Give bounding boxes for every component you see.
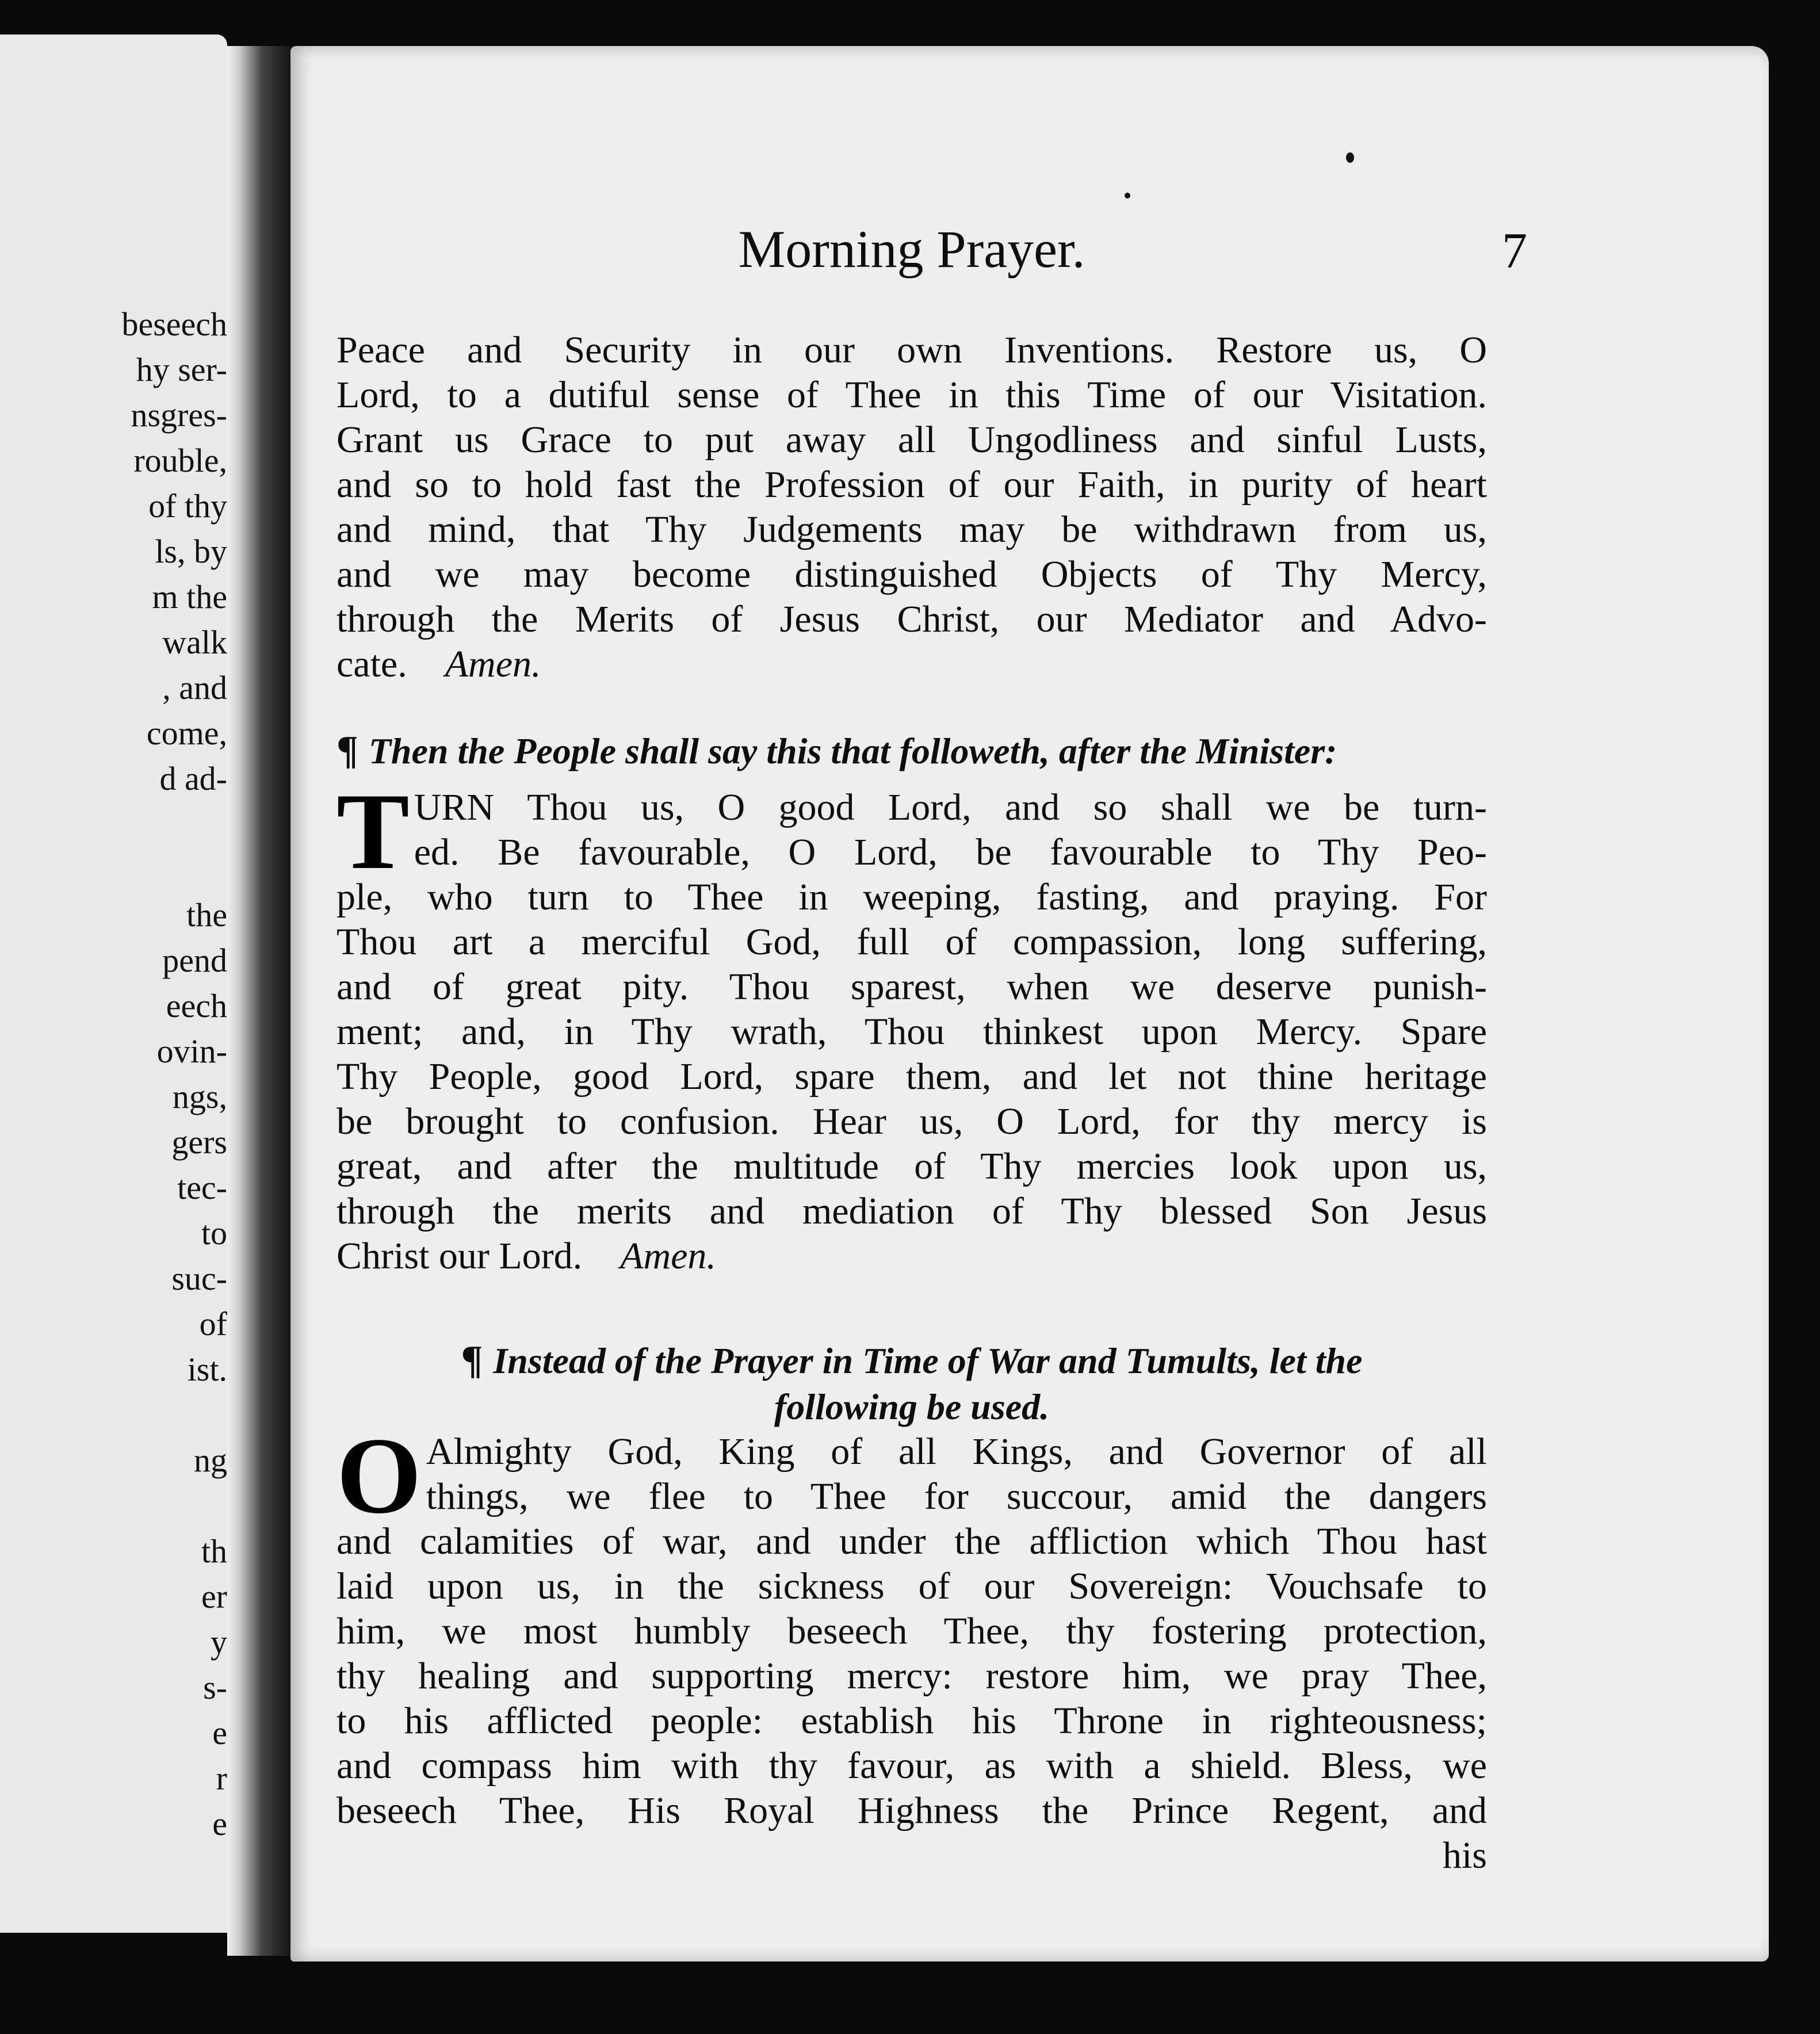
text-line: great, and after the multitude of Thy mercies look upon us, (337, 1145, 1487, 1187)
rubric (337, 728, 1487, 774)
text-line: Thou art a merciful God, full of compassion, long suffering, (337, 921, 1487, 963)
paragraph-o-almighty-god (337, 1416, 1487, 1878)
text-line (337, 1234, 1487, 1279)
rubric-line (337, 728, 1487, 774)
left-page-line: d ad- (159, 760, 227, 797)
left-page-line: er (201, 1578, 227, 1615)
running-head (337, 219, 1527, 288)
text-fragment: cate. (337, 643, 407, 685)
left-page-line: ng (194, 1442, 227, 1479)
pilcrow-icon: ¶ (461, 1338, 483, 1382)
text-line: and calamities of war, and under the affliction which Thou hast (337, 1520, 1487, 1562)
left-page-line: nsgres- (131, 396, 227, 434)
left-page-line: ist. (187, 1351, 227, 1388)
text-line: him, we most humbly beseech Thee, thy fostering protection, (337, 1610, 1487, 1652)
text-line: things, we flee to Thee for succour, amid the dangers (426, 1475, 1487, 1517)
left-page-line: r (216, 1760, 227, 1797)
text-line: ed. Be favourable, O Lord, be favourable to Thy Peo- (414, 831, 1487, 873)
left-page-line: s- (203, 1669, 227, 1706)
text-line: URN Thou us, O good Lord, and so shall we be turn- (414, 786, 1487, 828)
text-line: ment; and, in Thy wrath, Thou thinkest upon Mercy. Spare (337, 1011, 1487, 1053)
left-page-line: of (199, 1305, 227, 1343)
left-page-line: ngs, (172, 1078, 227, 1115)
book-gutter (227, 46, 293, 1956)
left-page-line: rouble, (133, 442, 227, 479)
text-line: Almighty God, King of all Kings, and Governor of all (426, 1431, 1487, 1473)
left-page-line: e (212, 1714, 227, 1752)
left-page-line: suc- (171, 1260, 227, 1297)
rubric-text: Then the People shall say this that followeth, after the Minister: (368, 731, 1337, 771)
left-page-line: gers (171, 1123, 227, 1161)
ink-speck (1125, 193, 1130, 198)
left-page-line: , and (162, 669, 227, 706)
left-page-line (78, 1398, 227, 1444)
rubric-line (337, 1337, 1487, 1384)
text-line: Thy People, good Lord, spare them, and let not thine heritage (337, 1056, 1487, 1098)
left-page-line: th (201, 1532, 227, 1570)
text-fragment: Christ our Lord. (337, 1235, 583, 1277)
text-line (337, 642, 1487, 687)
rubric-line: following be used. (774, 1386, 1050, 1427)
text-line: through the merits and mediation of Thy blessed Son Jesus (337, 1190, 1487, 1232)
text-line: thy healing and supporting mercy: restore him, we pray Thee, (337, 1655, 1487, 1697)
left-page-line: beseech (121, 305, 227, 343)
text-line: and of great pity. Thou sparest, when we deserve punish- (337, 966, 1487, 1008)
left-page-line: e (212, 1805, 227, 1842)
text-line: beseech Thee, His Royal Highness the Prince Regent, and (337, 1790, 1487, 1832)
left-page-line: come, (146, 714, 227, 752)
left-page-line: hy ser- (136, 351, 227, 388)
left-page-line (78, 853, 227, 899)
left-page-line (78, 1489, 227, 1535)
text-line: and compass him with thy favour, as with a shield. Bless, we (337, 1745, 1487, 1787)
drop-cap: O (337, 1416, 422, 1536)
text-line: and we may become distinguished Objects of Thy Mercy, (337, 553, 1487, 595)
ink-speck (1346, 152, 1354, 163)
paragraph-turn-thou-us (337, 771, 1487, 1279)
pilcrow-icon: ¶ (337, 728, 358, 773)
left-page-line: the (186, 896, 227, 934)
left-page-line: walk (162, 624, 227, 661)
rubric-text: Instead of the Prayer in Time of War and Tumults, let the (493, 1340, 1363, 1381)
text-line: to his afflicted people: establish his Throne in righteousness; (337, 1700, 1487, 1742)
text-line: be brought to confusion. Hear us, O Lord, for thy mercy is (337, 1100, 1487, 1142)
left-page-line: eech (166, 987, 227, 1024)
text-line: Grant us Grace to put away all Ungodliness and sinful Lusts, (337, 419, 1487, 461)
text-line: Lord, to a dutiful sense of Thee in this Time of our Visitation. (337, 374, 1487, 416)
page-number: 7 (1502, 223, 1527, 279)
left-page-line: of thy (148, 487, 227, 525)
text-line: through the Merits of Jesus Christ, our Mediator and Advo- (337, 598, 1487, 640)
left-page-line: ovin- (156, 1033, 227, 1070)
text-line: Peace and Security in our own Inventions. Restore us, O (337, 329, 1487, 371)
drop-cap: T (337, 771, 410, 892)
left-page-fragment (0, 35, 227, 1933)
left-page-line: pend (162, 942, 227, 979)
text-line: ple, who turn to Thee in weeping, fasting, and praying. For (337, 876, 1487, 918)
rubric (337, 1337, 1487, 1430)
page-title: Morning Prayer. (738, 220, 1085, 278)
book-page (290, 46, 1769, 1962)
left-page-line: ls, by (155, 533, 227, 570)
left-page-line: tec- (177, 1169, 227, 1206)
catchword: his (1442, 1834, 1487, 1876)
text-line: and mind, that Thy Judgements may be withdrawn from us, (337, 508, 1487, 550)
left-page-line: m the (152, 578, 227, 615)
amen-text: Amen. (620, 1235, 716, 1277)
paragraph-continuation (337, 328, 1487, 687)
left-page-line: to (201, 1214, 227, 1252)
text-line: and so to hold fast the Profession of our Faith, in purity of heart (337, 464, 1487, 506)
left-page-line (78, 808, 227, 853)
amen-text: Amen. (445, 643, 541, 685)
text-line: laid upon us, in the sickness of our Sovereign: Vouchsafe to (337, 1565, 1487, 1607)
left-page-line: y (211, 1623, 227, 1661)
left-page-text (78, 305, 227, 1853)
